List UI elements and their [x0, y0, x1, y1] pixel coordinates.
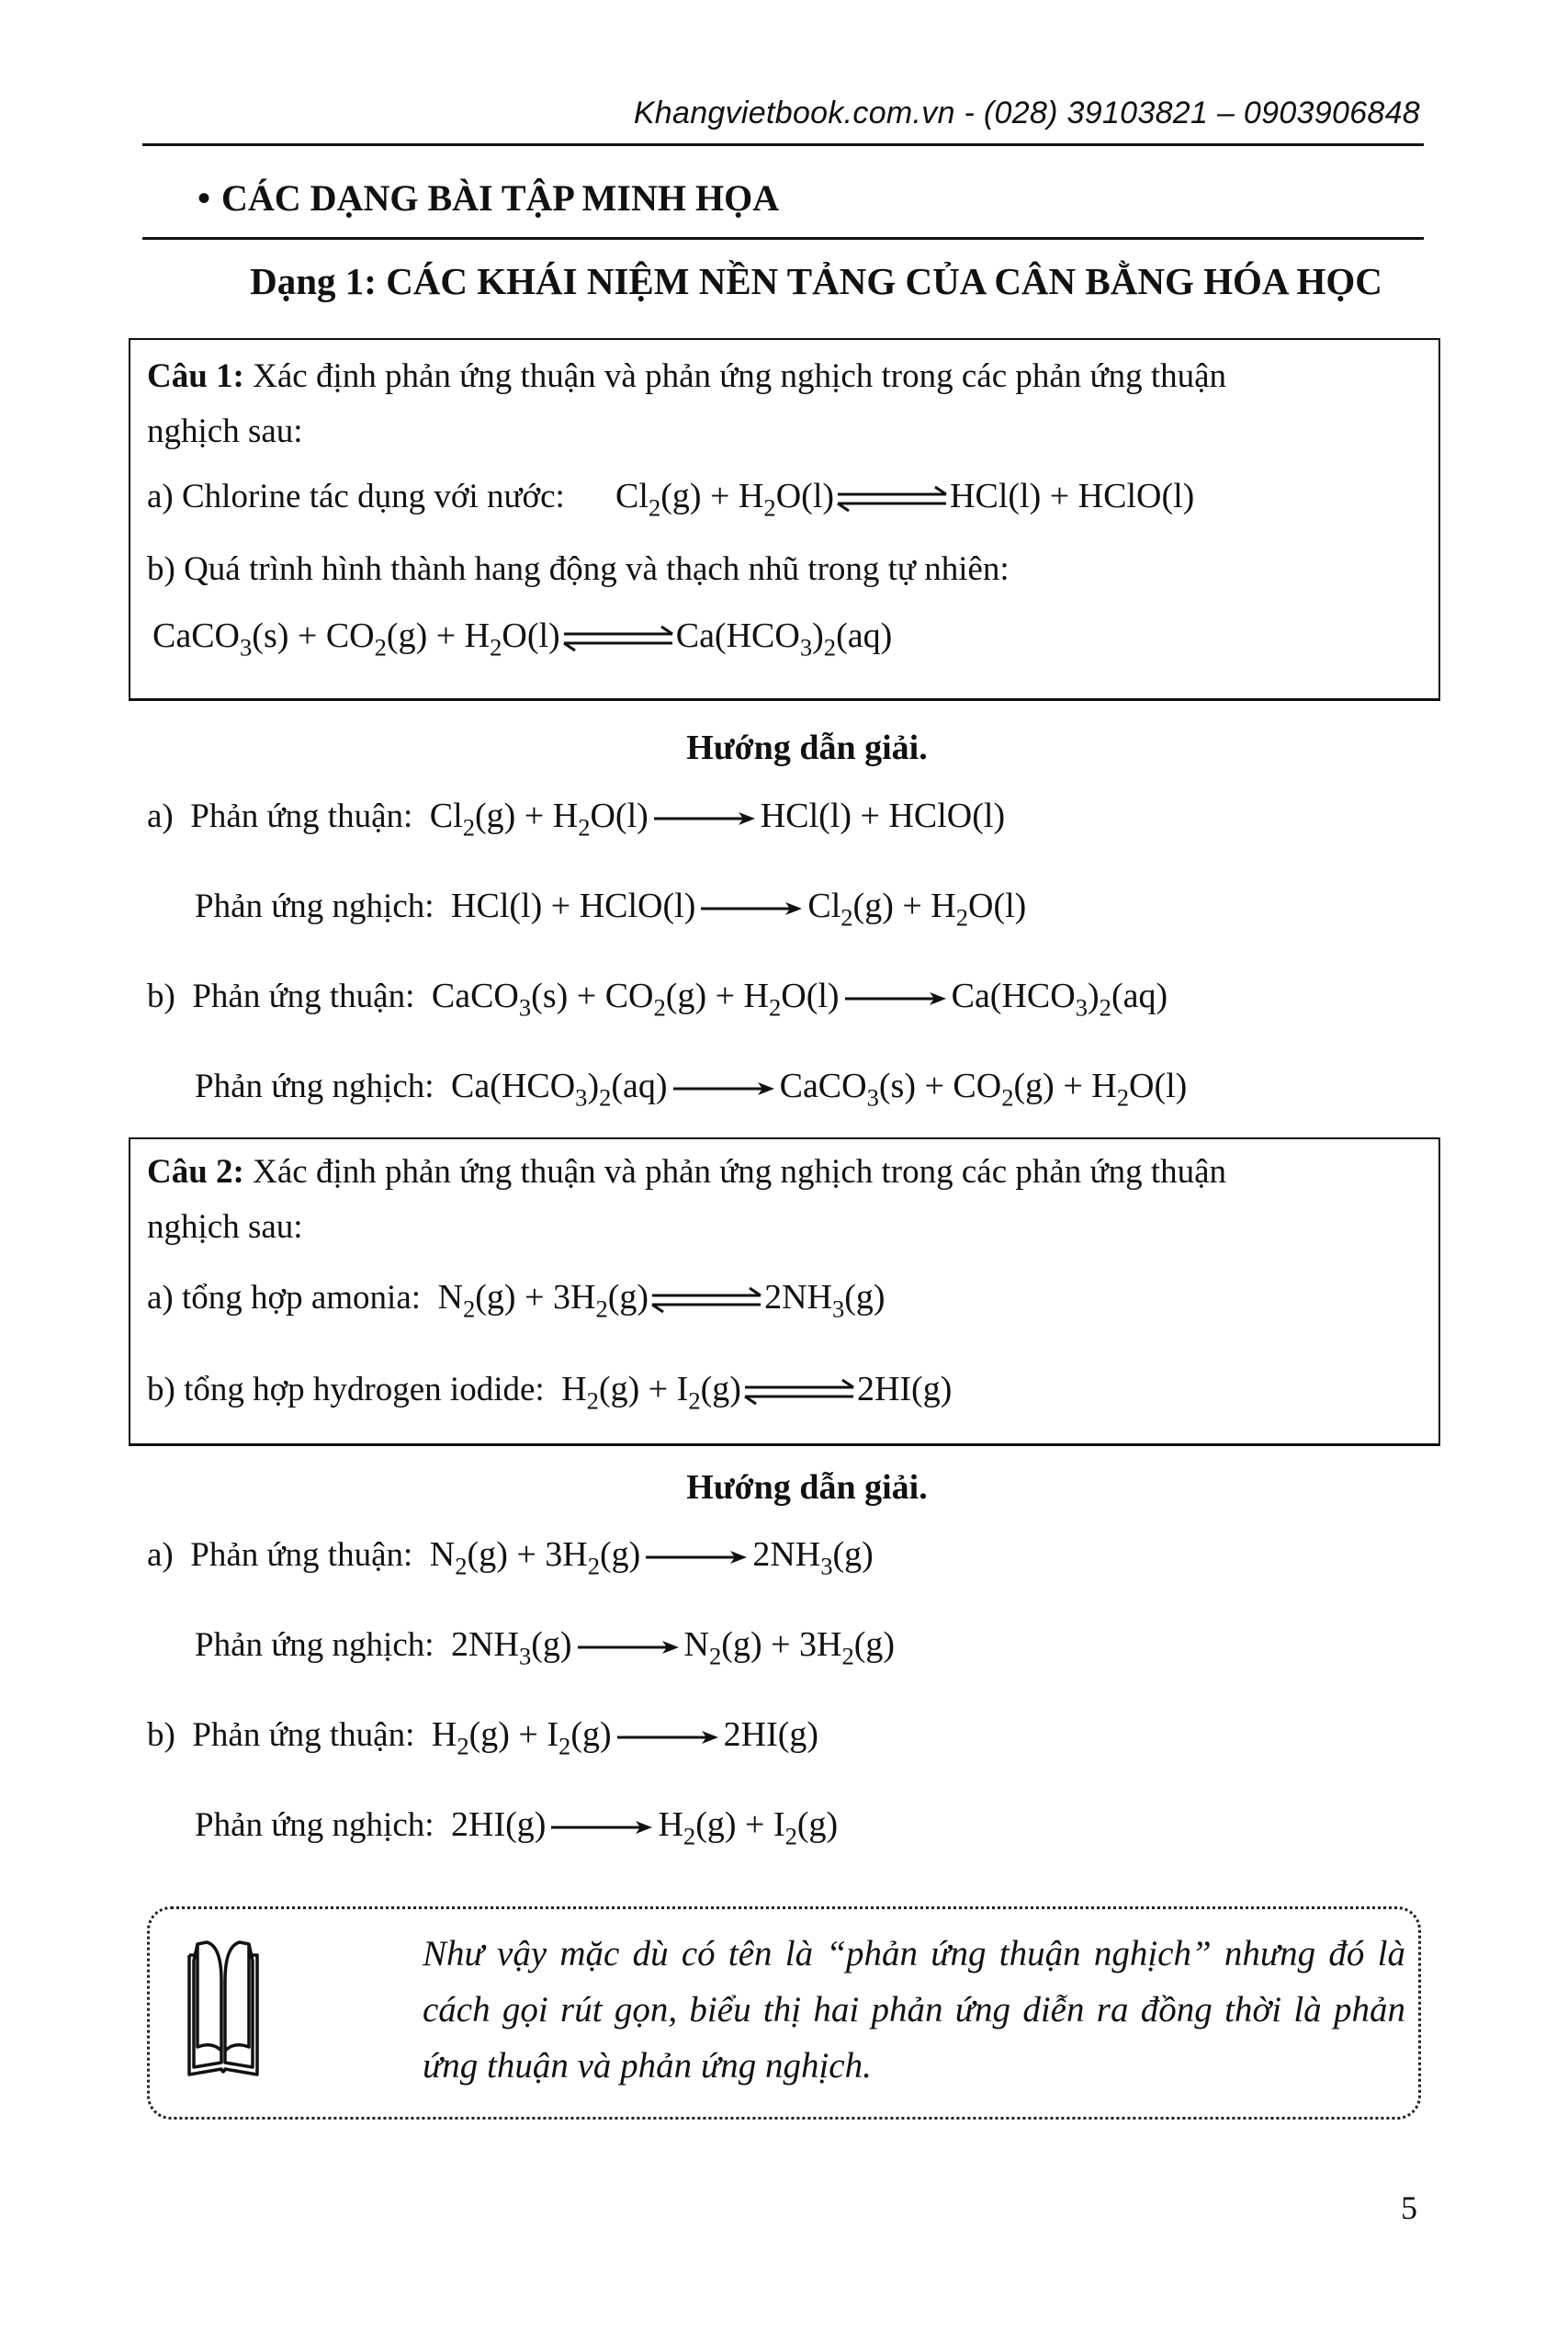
equilibrium-arrow-icon — [562, 625, 674, 652]
chlorine-equilibrium-equation: $Cl_2(g) + H_2O(l) HCl(l)$ + HClO(l) — [615, 477, 1195, 522]
solution-1a-forward: a) Phản ứng thuận: $Cl_2(g) + H_2O(l) HCl(l)$ + HClO(l) — [147, 797, 1006, 842]
item-marker: a) — [147, 797, 174, 835]
topic-heading: Dạng 1: CÁC KHÁI NIỆM NỀN TẢNG CỦA CÂN BẰNG HÓA HỌC — [250, 260, 1382, 302]
page-header — [142, 92, 1424, 146]
question-2-label: Câu 2: — [147, 1153, 244, 1191]
question-1-prompt — [147, 356, 1226, 396]
solution-2b-reverse: Phản ứng nghịch: 2HI(g) $H_2(g) + I_2(g)$ — [195, 1805, 839, 1850]
item-marker: b) — [147, 1716, 175, 1754]
question-2-box — [129, 1137, 1440, 1446]
forward-label: Phản ứng thuận: — [192, 978, 415, 1015]
equilibrium-arrow-icon — [743, 1378, 855, 1406]
forward-label: Phản ứng thuận: — [190, 797, 413, 835]
item-marker: a) — [147, 1536, 174, 1574]
part-b-label: b) tổng hợp hydrogen iodide: — [147, 1371, 545, 1408]
forward-arrow-icon — [576, 1636, 681, 1658]
question-2-part-b — [147, 1369, 953, 1415]
reverse-label: Phản ứng nghịch: — [195, 1626, 434, 1664]
question-1-label: Câu 1: — [147, 357, 244, 395]
forward-arrow-icon — [615, 1726, 720, 1748]
forward-arrow-icon — [644, 1546, 749, 1568]
hydrogen-iodide-equilibrium-equation: $H_2(g) + I_2(g)$ 2HI(g) — [561, 1370, 953, 1415]
question-1-part-a — [147, 476, 1195, 522]
section-title — [197, 176, 779, 220]
solution-1b-reverse: Phản ứng nghịch: $Ca(HCO_3)_2(aq)$ CaCO$_3$(s) + $CO_2(g) + H_2O(l)$ — [195, 1067, 1188, 1112]
question-1-prompt-line-2: nghịch sau: — [147, 413, 303, 450]
part-a-label: a) tổng hợp amonia: — [147, 1279, 422, 1317]
solution-2-title: Hướng dẫn giải. — [686, 1468, 928, 1507]
part-a-label: a) Chlorine tác dụng với nước: — [147, 478, 565, 515]
forward-arrow-icon — [671, 1078, 776, 1100]
forward-arrow-icon — [699, 898, 804, 920]
ammonia-equilibrium-equation: $N_2(g) + 3H_2(g)$ $2NH_3(g)$ — [437, 1278, 886, 1323]
solution-2a-forward: a) Phản ứng thuận: $N_2(g) + 3H_2(g)$ $2NH_3(g)$ — [147, 1535, 874, 1580]
reverse-label: Phản ứng nghịch: — [195, 888, 434, 925]
forward-label: Phản ứng thuận: — [190, 1536, 413, 1574]
question-1-part-b: b) Quá trình hình thành hang động và thạch nhũ trong tự nhiên: — [147, 550, 1010, 588]
solution-2b-forward: b) Phản ứng thuận: $H_2(g) + I_2(g)$ 2HI(g) — [147, 1715, 819, 1760]
question-2-part-a — [147, 1277, 886, 1323]
reverse-label: Phản ứng nghịch: — [195, 1068, 434, 1105]
question-1-prompt-line-1: Xác định phản ứng thuận và phản ứng nghịch trong các phản ứng thuận — [243, 357, 1227, 395]
question-2-prompt-line-1: Xác định phản ứng thuận và phản ứng nghịch trong các phản ứng thuận — [243, 1153, 1227, 1191]
open-book-illustration — [186, 1937, 260, 2084]
section-divider — [142, 237, 1424, 240]
bullet-icon: • — [197, 177, 211, 219]
solution-1a-reverse: Phản ứng nghịch: HCl(l) + HClO(l) $Cl_2(g) + H_2O(l)$ — [195, 887, 1027, 932]
solution-2a-reverse: Phản ứng nghịch: $2NH_3(g) N_2(g) + 3H_2(g)$ — [195, 1625, 896, 1670]
item-marker: b) — [147, 978, 175, 1015]
question-1-box — [129, 338, 1440, 701]
note-callout — [147, 1906, 1421, 2120]
equilibrium-arrow-icon — [836, 485, 948, 513]
forward-arrow-icon — [652, 808, 757, 830]
page-number: 5 — [1401, 2189, 1417, 2226]
equilibrium-arrow-icon — [650, 1286, 762, 1314]
solution-1b-forward: b) Phản ứng thuận: CaCO$_3$(s) + $CO_2(g) + H_2O(l)$ $Ca(HCO_3)_2(aq)$ — [147, 977, 1168, 1022]
section-title-text: CÁC DẠNG BÀI TẬP MINH HỌA — [221, 177, 780, 219]
forward-label: Phản ứng thuận: — [192, 1716, 415, 1754]
note-text: Như vậy mặc dù có tên là “phản ứng thuận nghịch” nhưng đó là cách gọi rút gọn, biểu thị hai phản ứng diễn ra đồng thời là phản ứng thuận và phản ứng nghịch. — [423, 1934, 1405, 2086]
solution-1-title: Hướng dẫn giải. — [686, 729, 928, 767]
question-2-prompt-line-2: nghịch sau: — [147, 1208, 303, 1246]
reverse-label: Phản ứng nghịch: — [195, 1806, 434, 1844]
forward-arrow-icon — [549, 1816, 654, 1838]
cave-equilibrium-equation: CaCO$_3$(s) + $CO_2(g) + H_2O(l)$ $Ca(HCO_3)_2(aq)$ — [152, 616, 893, 662]
question-2-prompt — [147, 1152, 1226, 1192]
forward-arrow-icon — [843, 988, 948, 1010]
publisher-contact: Khangvietbook.com.vn - (028) 39103821 – 0903906848 — [633, 96, 1420, 130]
